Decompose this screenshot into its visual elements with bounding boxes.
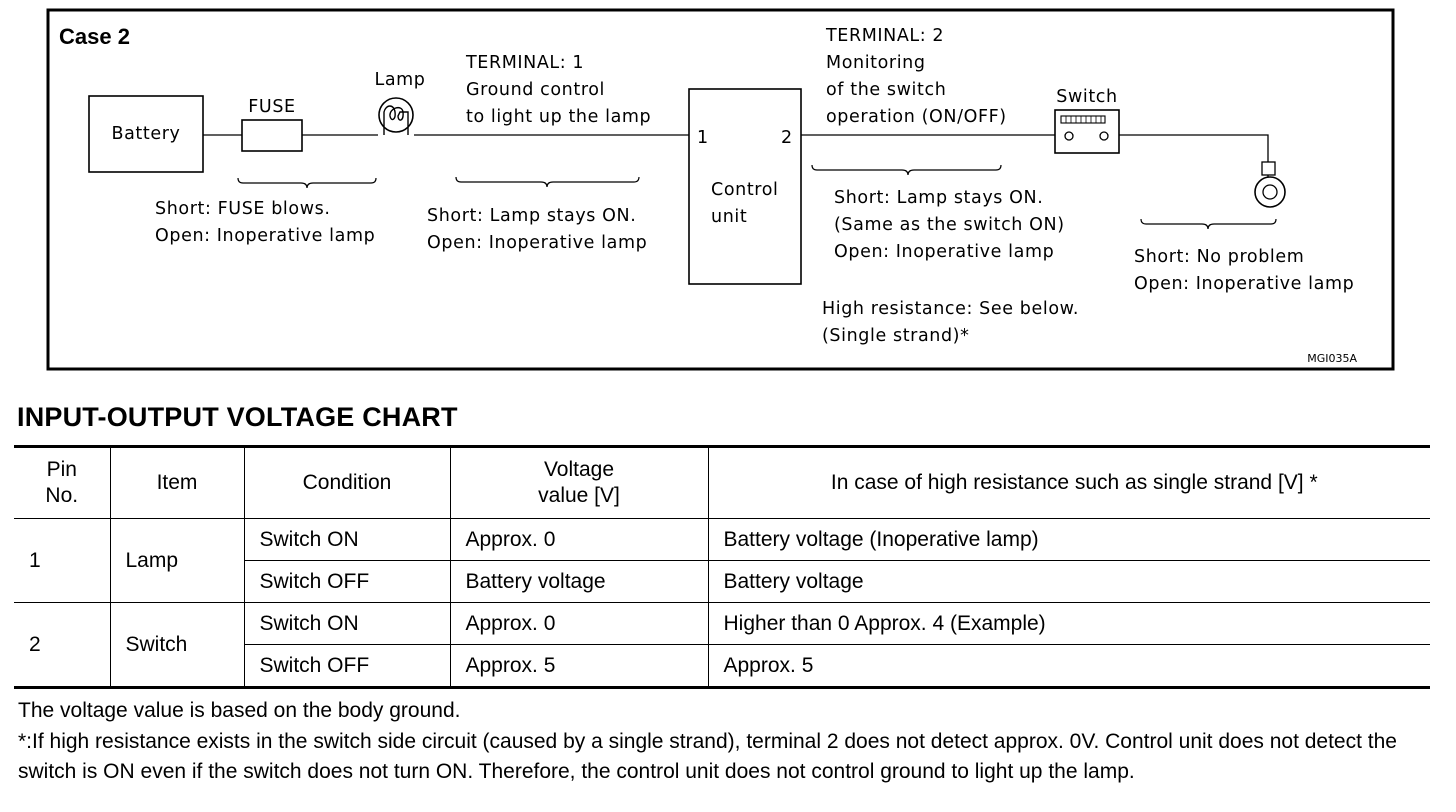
figure-code: MGI035A — [1307, 352, 1357, 365]
fuse-label: FUSE — [248, 97, 296, 117]
high-resistance-note: High resistance: See below. — [822, 299, 1080, 319]
table-row — [14, 603, 1430, 645]
pin-cell: 1 — [14, 519, 110, 603]
fuse-note-short: Short: FUSE blows. — [155, 199, 331, 219]
voltage-cell: Approx. 0 — [450, 603, 708, 645]
condition-cell: Switch OFF — [244, 561, 450, 603]
switch-label: Switch — [1056, 87, 1118, 107]
terminal2-line3: of the switch — [826, 80, 947, 100]
switch-line-brace — [812, 165, 1001, 175]
fuse-symbol — [242, 120, 302, 151]
header-high-resistance: In case of high resistance such as single strand [V] * — [708, 447, 1430, 519]
condition-cell: Switch ON — [244, 519, 450, 561]
lamp-icon — [379, 98, 413, 135]
header-item: Item — [110, 447, 244, 519]
switch-line-note-same: (Same as the switch ON) — [834, 215, 1065, 235]
voltage-cell: Approx. 5 — [450, 645, 708, 688]
control-unit-label-line2: unit — [711, 207, 748, 227]
voltage-cell: Battery voltage — [450, 561, 708, 603]
voltage-table — [14, 445, 1430, 689]
ground-note-short: Short: No problem — [1134, 247, 1305, 267]
switch-line-note-open: Open: Inoperative lamp — [834, 242, 1055, 262]
item-cell: Switch — [110, 603, 244, 688]
header-voltage: Voltage value [V] — [450, 447, 708, 519]
lamp-line-brace — [456, 177, 639, 187]
condition-cell: Switch ON — [244, 603, 450, 645]
item-cell: Lamp — [110, 519, 244, 603]
header-pin-no: Pin No. — [14, 447, 110, 519]
lamp-note-open: Open: Inoperative lamp — [427, 233, 648, 253]
terminal2-line4: operation (ON/OFF) — [826, 107, 1007, 127]
ground-line-brace — [1141, 219, 1276, 229]
high-resistance-cell: Battery voltage — [708, 561, 1430, 603]
single-strand-note: (Single strand)* — [822, 326, 970, 346]
chart-title: INPUT-OUTPUT VOLTAGE CHART — [17, 402, 458, 432]
terminal1-line3: to light up the lamp — [466, 107, 652, 127]
wiring-diagram — [0, 0, 1456, 380]
body-ground-note: The voltage value is based on the body ground. — [18, 699, 461, 722]
terminal2-line2: Monitoring — [826, 53, 926, 73]
ground-note-open: Open: Inoperative lamp — [1134, 274, 1355, 294]
lamp-label: Lamp — [374, 70, 426, 90]
terminal1-line2: Ground control — [466, 80, 605, 100]
pin1-label: 1 — [697, 128, 709, 148]
high-resistance-cell: Approx. 5 — [708, 645, 1430, 688]
table-header-row — [14, 447, 1430, 519]
terminal1-title: TERMINAL: 1 — [466, 53, 585, 73]
pin2-label: 2 — [781, 128, 793, 148]
table-row — [14, 519, 1430, 561]
voltage-cell: Approx. 0 — [450, 519, 708, 561]
single-strand-footnote: *:If high resistance exists in the switch side circuit (caused by a single strand), terminal 2 does not detect approx. 0V. Control unit does not detect the switch is ON even if the switch does not turn ON. Therefore, the control unit does not control ground to light up the lamp. — [18, 730, 1397, 783]
battery-label: Battery — [111, 124, 181, 144]
ground-terminal-icon — [1255, 162, 1285, 207]
fuse-brace — [238, 178, 376, 188]
switch-line-note-short: Short: Lamp stays ON. — [834, 188, 1044, 208]
control-unit-label-line1: Control — [711, 180, 779, 200]
lamp-note-short: Short: Lamp stays ON. — [427, 206, 637, 226]
wire-switch-ground — [1119, 135, 1268, 162]
case-title: Case 2 — [59, 24, 130, 49]
high-resistance-cell: Higher than 0 Approx. 4 (Example) — [708, 603, 1430, 645]
high-resistance-cell: Battery voltage (Inoperative lamp) — [708, 519, 1430, 561]
switch-icon — [1055, 110, 1119, 153]
header-condition: Condition — [244, 447, 450, 519]
pin-cell: 2 — [14, 603, 110, 688]
terminal2-title: TERMINAL: 2 — [826, 26, 945, 46]
fuse-note-open: Open: Inoperative lamp — [155, 226, 376, 246]
condition-cell: Switch OFF — [244, 645, 450, 688]
